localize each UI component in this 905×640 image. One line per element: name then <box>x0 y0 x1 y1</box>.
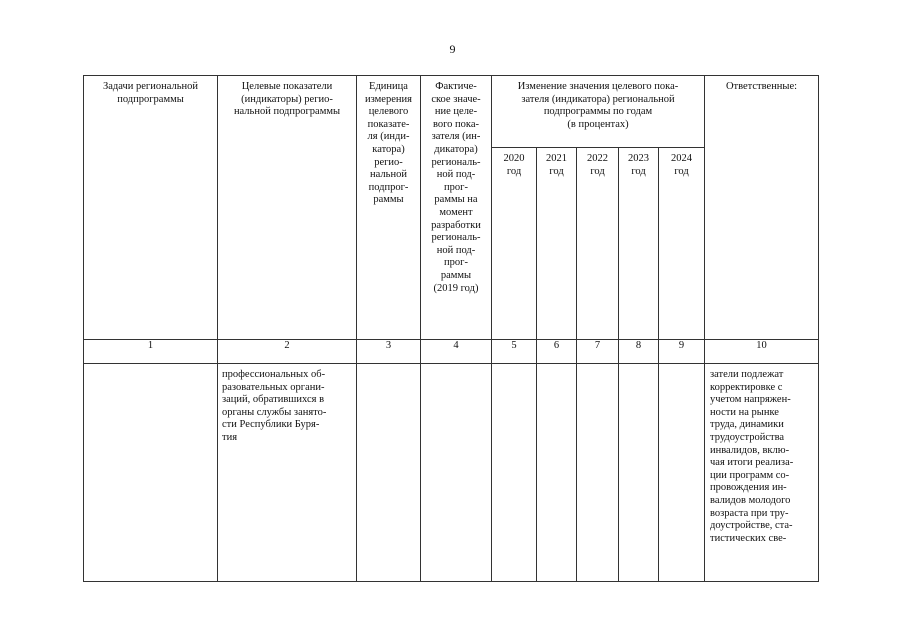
header-year-2023 <box>619 148 659 340</box>
cell-indicator-text: профессиональных об- разовательных органи- заций, обратившихся в органы службы занято- сти Республики Буря- тия <box>222 369 327 443</box>
header-col-2 <box>218 76 357 340</box>
cell-responsible <box>705 364 819 582</box>
table-row <box>84 364 819 582</box>
header-col-4 <box>421 76 492 340</box>
cell-2020 <box>492 364 537 582</box>
header-col-2-text: Целевые показатели (индикаторы) регио- нальной подпрограммы <box>233 81 341 118</box>
header-change-group <box>492 76 705 148</box>
header-year-text: 2024 год <box>671 153 692 177</box>
column-number: 9 <box>659 340 705 364</box>
column-number: 3 <box>357 340 421 364</box>
cell-actual-value <box>421 364 492 582</box>
header-col-1-text: Задачи региональной подпрограммы <box>102 81 198 105</box>
column-number: 6 <box>537 340 577 364</box>
header-year-2020 <box>492 148 537 340</box>
header-year-2022 <box>577 148 619 340</box>
column-number: 4 <box>421 340 492 364</box>
column-number: 5 <box>492 340 537 364</box>
column-number: 7 <box>577 340 619 364</box>
header-year-text: 2020 год <box>503 153 525 177</box>
header-change-group-text: Изменение значения целевого пока- зателя (индикатора) региональной подпрограммы по годам (в процентах) <box>517 81 679 130</box>
cell-task <box>84 364 218 582</box>
column-numbers-row <box>84 340 819 364</box>
column-number: 2 <box>218 340 357 364</box>
header-col-4-text: Фактиче- ское значе- ние целе- вого пока- зателя (ин- дикатора) региональ- ной под- прог- раммы на момент разработки региональ- ной под- прог- раммы (2019 год) <box>431 81 481 294</box>
column-number: 1 <box>84 340 218 364</box>
cell-indicator <box>218 364 357 582</box>
indicators-table <box>83 75 819 582</box>
header-col-3 <box>357 76 421 340</box>
page-number: 9 <box>449 42 456 56</box>
header-col-1 <box>84 76 218 340</box>
cell-2024 <box>659 364 705 582</box>
header-year-2021 <box>537 148 577 340</box>
header-row-1 <box>84 76 819 148</box>
column-number: 10 <box>705 340 819 364</box>
cell-responsible-text: затели подлежат корректировке с учетом напряжен- ности на рынке труда, динамики трудоустройства инвалидов, вклю- чая итоги реализа- ции программ со- провождения ин- валидов молодого возраста при тру- доустройстве, ста- тистических све- <box>710 369 794 544</box>
header-year-2024 <box>659 148 705 340</box>
header-year-text: 2022 год <box>587 153 608 177</box>
cell-2021 <box>537 364 577 582</box>
header-col-10 <box>705 76 819 340</box>
header-year-text: 2023 год <box>628 153 649 177</box>
header-year-text: 2021 год <box>546 153 567 177</box>
cell-unit <box>357 364 421 582</box>
column-number: 8 <box>619 340 659 364</box>
cell-2023 <box>619 364 659 582</box>
header-col-3-text: Единица измерения целевого показате- ля (инди- катора) регио- нальной подпрог- раммы <box>365 81 412 206</box>
cell-2022 <box>577 364 619 582</box>
header-col-10-text: Ответственные: <box>725 81 798 92</box>
